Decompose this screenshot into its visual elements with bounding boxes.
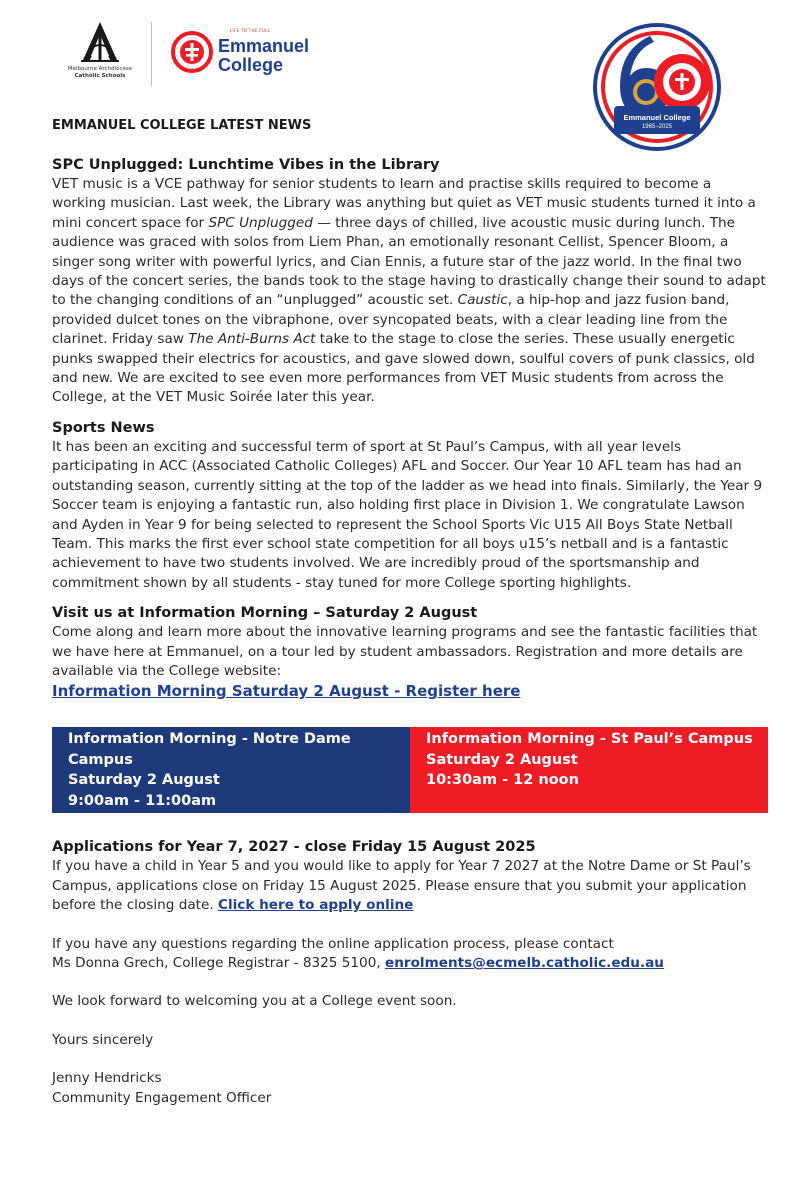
spc-text-2: — three days of chilled, live acoustic music during lunch. The audience was graced with solos from Liem Phan, an emotionally resonant Cellist, Spencer Bloom, a singer song writer with powerful lyrics, and Cian Ennis, a future star of the jazz world. In the final two days of the concert series, the bands took to the stage having to drastically change their sound to adapt to the changing conditions of an “unplugged” acoustic set. bbox=[52, 214, 766, 309]
st-pauls-info bbox=[410, 727, 768, 813]
contact-text: Ms Donna Grech, College Registrar - 8325 5100, bbox=[52, 954, 385, 971]
applications-heading: Applications for Year 7, 2027 - close Friday 15 August 2025 bbox=[52, 839, 536, 856]
st-pauls-time: 10:30am - 12 noon bbox=[426, 772, 579, 789]
signatory-name: Jenny Hendricks bbox=[52, 1070, 162, 1087]
sign-off: Yours sincerely bbox=[52, 1031, 154, 1048]
visit-section bbox=[52, 604, 768, 700]
emmanuel-name-line2: College bbox=[218, 55, 284, 75]
applications-body bbox=[52, 857, 768, 915]
st-pauls-date: Saturday 2 August bbox=[426, 751, 578, 768]
applications-section bbox=[52, 838, 768, 915]
newsletter-content bbox=[52, 118, 768, 1108]
spc-text-4: take to the stage to close the series. These usually energetic punks swapped their electrics for acoustics, and gave slowed down, soulful covers of punk classics, old and new. We are excited to see even more performances from VET Music students from across the College, at the VET Music Soirée later this year. bbox=[52, 331, 755, 406]
spc-text-3: , a hip-hop and jazz fusion band, provided dulcet tones on the vibraphone, over syncopated beats, with a clear leading line from the clarinet. Friday saw bbox=[52, 292, 730, 348]
sports-body: It has been an exciting and successful term of sport at St Paul’s Campus, with all year levels participating in ACC (Associated Catholic Colleges) AFL and Soccer. Our Year 10 AFL team has had an outstanding season, currently sitting at the top of the ladder as we head into finals. Similarly, the Year 9 Soccer team is enjoying a fantastic run, also holding first place in Division 1. We congratulate Lawson and Ayden in Year 9 for being selected to represent the School Sports Vic U15 All Boys State Netball Team. This marks the first ever school state competition for all boys u15’s netball and is a fantastic achievement to have two students involved. We are incredibly proud of the sportsmanship and commitment shown by all students - stay tuned for more College sporting highlights. bbox=[52, 438, 763, 591]
info-morning-banner bbox=[52, 727, 768, 813]
mac-line1: Melbourne Archdiocese bbox=[67, 66, 133, 72]
emmanuel-logo bbox=[170, 26, 310, 81]
spc-em-3: The Anti-Burns Act bbox=[188, 331, 316, 348]
notre-dame-date: Saturday 2 August bbox=[68, 772, 220, 789]
notre-dame-info bbox=[52, 727, 410, 813]
spc-em-1: SPC Unplugged bbox=[208, 214, 313, 231]
register-link[interactable]: Information Morning Saturday 2 August - Register here bbox=[52, 682, 521, 701]
visit-heading: Visit us at Information Morning – Saturday 2 August bbox=[52, 605, 478, 622]
contact-line1: If you have any questions regarding the online application process, please contact bbox=[52, 935, 614, 952]
notre-dame-title: Information Morning - Notre Dame Campus bbox=[68, 731, 351, 768]
enrolments-email-link[interactable]: enrolments@ecmelb.catholic.edu.au bbox=[384, 954, 664, 971]
visit-body: Come along and learn more about the innovative learning programs and see the fantastic facilities that we have here at Emmanuel, on a tour led by student ambassadors. Registration and more details are available via the College website: bbox=[52, 624, 758, 679]
spc-em-2: Caustic bbox=[457, 292, 508, 309]
seal-years: 1965–2025 bbox=[641, 124, 673, 130]
applications-text: If you have a child in Year 5 and you would like to apply for Year 7 2027 at the Notre Dame or St Paul’s Campus, applications close on Friday 15 August 2025. Please ensure that you submit your application before the closing date. bbox=[52, 858, 751, 914]
notre-dame-time: 9:00am - 11:00am bbox=[68, 792, 217, 809]
mac-emblem-icon bbox=[75, 20, 125, 64]
mac-logo bbox=[52, 20, 148, 94]
spc-body bbox=[52, 175, 768, 408]
emmanuel-tagline: LIFE TO THE FULL bbox=[230, 28, 271, 33]
sports-section bbox=[52, 419, 768, 593]
apply-online-link[interactable]: Click here to apply online bbox=[218, 897, 414, 914]
contact-line2 bbox=[52, 954, 768, 973]
news-title: EMMANUEL COLLEGE LATEST NEWS bbox=[52, 118, 312, 133]
signatory-role: Community Engagement Officer bbox=[52, 1089, 272, 1106]
emmanuel-name-line1: Emmanuel bbox=[218, 36, 310, 56]
emmanuel-name bbox=[218, 37, 309, 75]
header-divider bbox=[151, 22, 152, 86]
st-pauls-title: Information Morning - St Paul’s Campus bbox=[426, 731, 753, 748]
spc-section bbox=[52, 156, 768, 408]
sports-heading: Sports News bbox=[52, 419, 155, 436]
emmanuel-crest-icon bbox=[170, 30, 214, 74]
seal-name: Emmanuel College bbox=[623, 113, 691, 122]
spc-heading: SPC Unplugged: Lunchtime Vibes in the Library bbox=[52, 157, 440, 173]
welcome-text: We look forward to welcoming you at a College event soon. bbox=[52, 993, 457, 1010]
mac-line2: Catholic Schools bbox=[74, 73, 126, 79]
spc-text-1: VET music is a VCE pathway for senior students to learn and practise skills required to become a working musician. Last week, the Library was anything but quiet as VET music students turned it into a mini concert space for bbox=[52, 176, 756, 231]
